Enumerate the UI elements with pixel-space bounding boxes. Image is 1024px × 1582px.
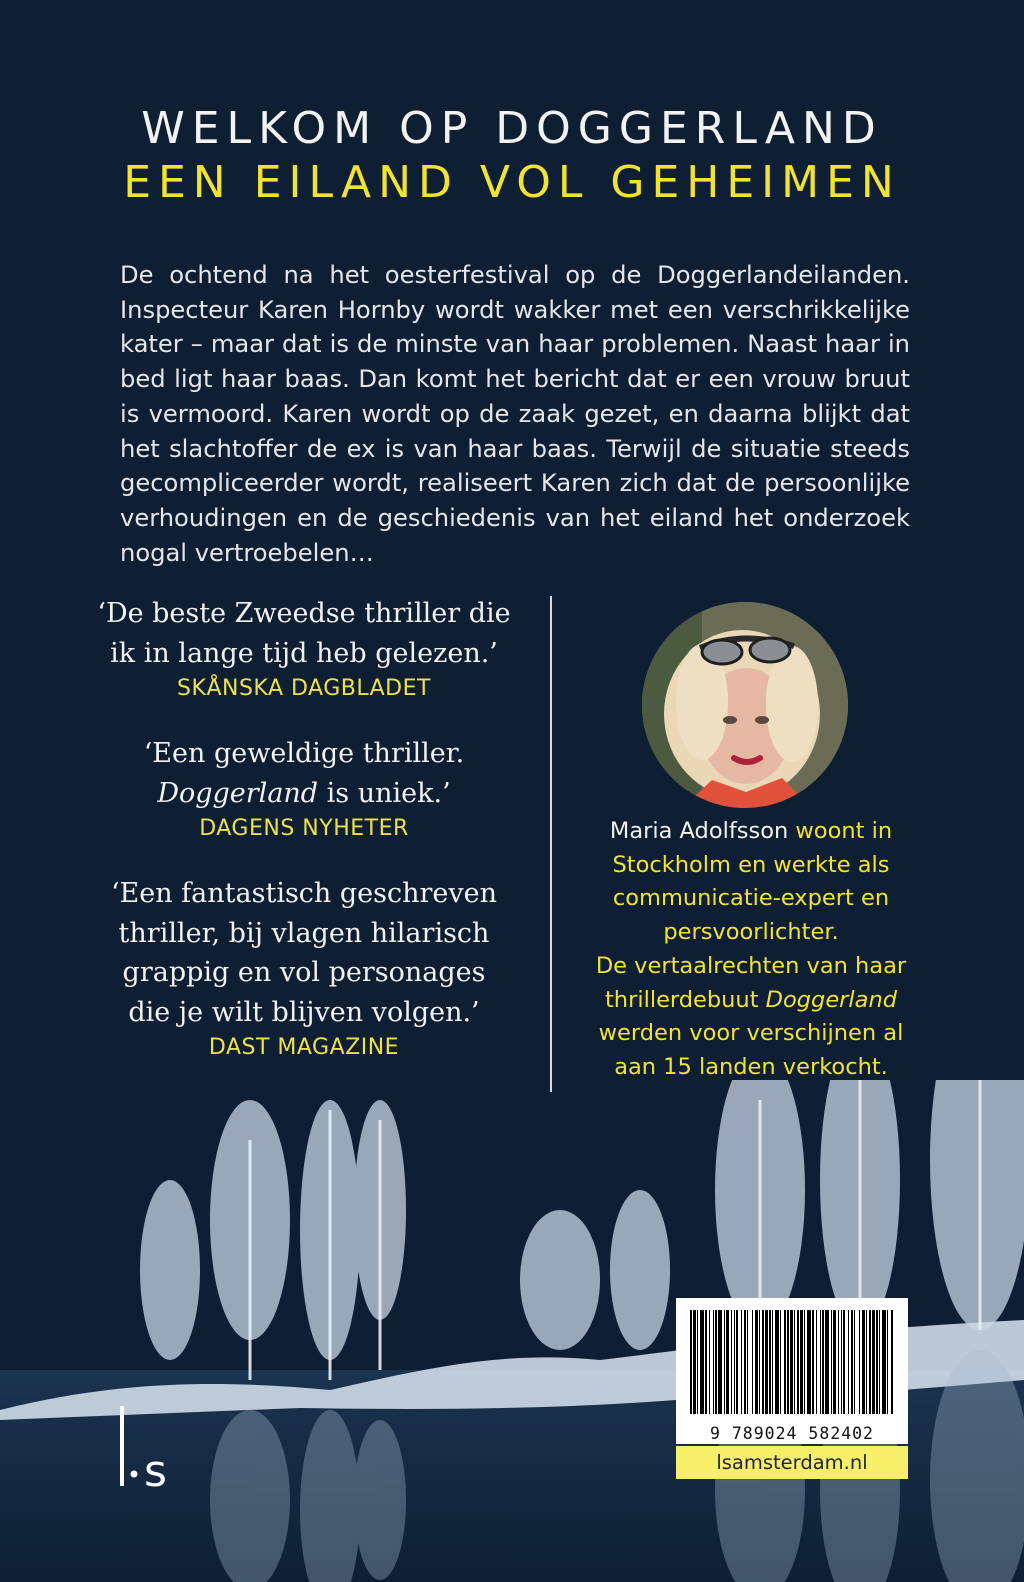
barcode-bar bbox=[831, 1310, 832, 1414]
barcode-bar bbox=[705, 1310, 707, 1414]
barcode-bar bbox=[812, 1310, 814, 1414]
barcode-bar bbox=[700, 1310, 704, 1414]
quote-1-source: SKÅNSKA DAGBLADET bbox=[177, 676, 431, 701]
barcode-bar bbox=[693, 1310, 696, 1414]
barcode-bar bbox=[709, 1310, 710, 1414]
barcode-bar bbox=[759, 1310, 760, 1414]
publisher-logo bbox=[116, 1400, 186, 1490]
svg-text:s: s bbox=[144, 1446, 167, 1490]
barcode-bar bbox=[851, 1310, 853, 1414]
barcode-bar bbox=[843, 1310, 845, 1414]
blurb-text: De ochtend na het oesterfestival op de Doggerlandeilanden. Inspecteur Karen Hornby wordt wakker met een verschrikkelijke kater – maar dat is de minste van haar problemen. Naast haar in bed ligt haar baas. Dan komt het bericht dat er een vrouw bruut is vermoord. Karen wordt op de zaak gezet, en daarna blijkt dat het slachtoffer de ex is van haar baas. Terwijl de situatie steeds gecompliceerder wordt, realiseert Karen zich dat de persoonlijke verhoudingen en de geschiedenis van het eiland het onderzoek nogal vertroebelen… bbox=[120, 261, 910, 567]
barcode-number: 9 789024 582402 bbox=[709, 1424, 874, 1443]
barcode-bar bbox=[755, 1310, 758, 1414]
barcode-bar bbox=[862, 1310, 865, 1414]
barcode-bar bbox=[690, 1310, 692, 1414]
barcode-bar bbox=[804, 1310, 805, 1414]
barcode-bar bbox=[816, 1310, 817, 1414]
headline-welcome: WELKOM OP DOGGERLAND bbox=[141, 103, 883, 154]
barcode-bar bbox=[794, 1310, 795, 1414]
publisher-url-box bbox=[676, 1446, 908, 1479]
barcode-bar bbox=[741, 1310, 742, 1414]
author-name: Maria Adolfsson bbox=[609, 818, 789, 844]
barcode-bar bbox=[780, 1310, 781, 1414]
barcode-bar bbox=[726, 1310, 729, 1414]
barcode-bar bbox=[822, 1310, 824, 1414]
publisher-url[interactable]: lsamsterdam.nl bbox=[716, 1451, 868, 1474]
barcode-bar bbox=[807, 1310, 811, 1414]
barcode-bar bbox=[724, 1310, 725, 1414]
quote-1 bbox=[84, 594, 524, 705]
barcode-bar bbox=[854, 1310, 855, 1414]
barcode-bar bbox=[882, 1310, 886, 1414]
quote-2-source: DAGENS NYHETER bbox=[199, 816, 409, 841]
barcode-bar bbox=[787, 1310, 789, 1414]
quote-3-source: DAST MAGAZINE bbox=[208, 1035, 400, 1060]
barcode-bar bbox=[752, 1310, 753, 1414]
barcode-bar bbox=[715, 1310, 717, 1414]
barcode-bar bbox=[838, 1310, 839, 1414]
barcode-bar bbox=[765, 1310, 768, 1414]
barcode-bar bbox=[784, 1310, 786, 1414]
bio-book-title: Doggerland bbox=[765, 986, 898, 1013]
barcode-bar bbox=[736, 1310, 738, 1414]
barcode-bar bbox=[775, 1310, 779, 1414]
author-bio: Maria Adolfsson woont in Stockholm en werkte als communicatie-expert en persvoorlichter. De vertaalrechten van haar thrillerdebuut Doggerland werden voor verschijnen al aan 15 landen verkocht. bbox=[595, 818, 907, 1080]
barcode-bar bbox=[866, 1310, 867, 1414]
barcode-bar bbox=[762, 1310, 764, 1414]
quote-3-text: ‘Een fantastisch geschreven thriller, bij vlagen hilarisch grappig en vol personages die je wilt blijven volgen.’ bbox=[110, 878, 498, 1028]
quote-3 bbox=[84, 874, 524, 1064]
barcode-bar bbox=[820, 1310, 821, 1414]
barcode-bar bbox=[744, 1310, 746, 1414]
barcode-bar bbox=[713, 1310, 714, 1414]
barcode-bar bbox=[876, 1310, 878, 1414]
barcode-bar bbox=[790, 1310, 793, 1414]
author-photo bbox=[642, 602, 848, 808]
quote-2-text: ‘Een geweldige thriller. Doggerland is uniek.’ bbox=[143, 738, 465, 809]
barcode-bar bbox=[718, 1310, 722, 1414]
barcode-bar bbox=[879, 1310, 880, 1414]
barcode-bar bbox=[825, 1310, 829, 1414]
quote-2-title: Doggerland bbox=[157, 777, 319, 809]
barcode-bar bbox=[887, 1310, 888, 1414]
barcode-bar bbox=[747, 1310, 748, 1414]
barcode-bar bbox=[697, 1310, 698, 1414]
barcode-bar bbox=[859, 1310, 860, 1414]
barcode-bar bbox=[848, 1310, 849, 1414]
quote-2 bbox=[84, 734, 524, 845]
barcode-bar bbox=[841, 1310, 842, 1414]
barcode bbox=[676, 1298, 908, 1444]
barcode-bar bbox=[869, 1310, 871, 1414]
barcode-bar bbox=[800, 1310, 803, 1414]
barcode-bar bbox=[833, 1310, 836, 1414]
headline-subtitle: EEN EILAND VOL GEHEIMEN bbox=[123, 157, 901, 208]
quote-1-text: ‘De beste Zweedse thriller die ik in lange tijd heb gelezen.’ bbox=[97, 598, 511, 669]
barcode-bar bbox=[797, 1310, 799, 1414]
barcode-bar bbox=[772, 1310, 773, 1414]
review-quotes bbox=[84, 594, 524, 1093]
barcode-bar bbox=[769, 1310, 771, 1414]
barcode-bar bbox=[731, 1310, 732, 1414]
barcode-bar bbox=[734, 1310, 735, 1414]
column-divider bbox=[550, 596, 552, 1092]
barcode-bar bbox=[872, 1310, 875, 1414]
barcode-bar bbox=[891, 1310, 893, 1414]
